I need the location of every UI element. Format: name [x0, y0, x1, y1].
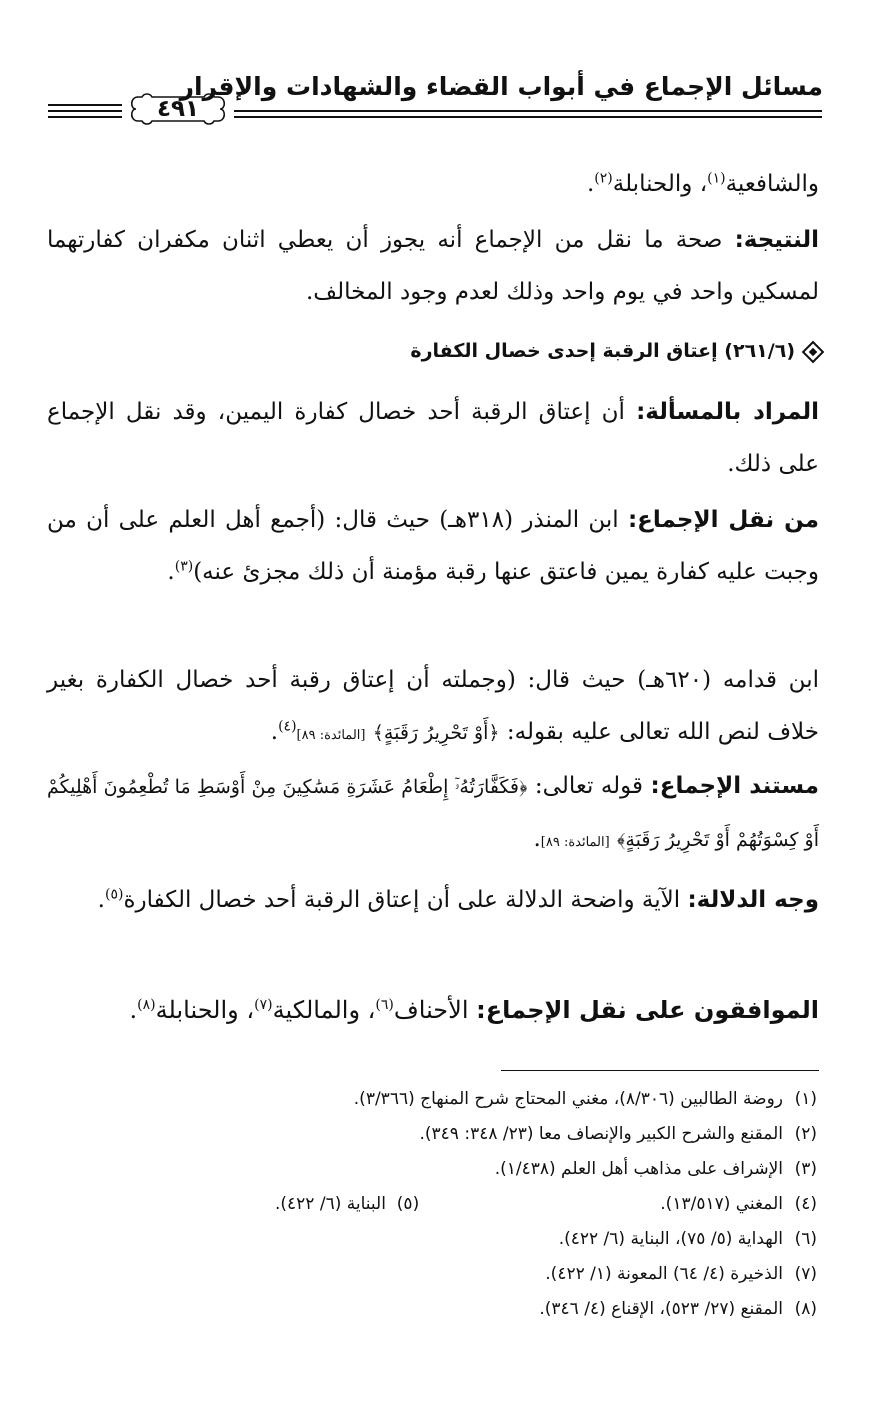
quran-verse: ﴿فَكَفَّارَتُهُۥٓ إِطْعَامُ عَشَرَةِ مَسَٰكِينَ مِنْ أَوْسَطِ مَا تُطْعِمُونَ أَهْلِيكُمْ أَوْ كِسْوَتُهُمْ أَوْ تَحْرِيرُ رَقَبَةٍ﴾ — [47, 776, 819, 851]
footnote-number: (٣) — [794, 1159, 817, 1179]
quran-verse: ﴿أَوْ تَحْرِيرُ رَقَبَةٍ﴾ — [372, 722, 500, 744]
diamond-bullet-icon — [802, 340, 825, 363]
paragraph-evidence — [47, 874, 819, 926]
paragraph-lead: النتيجة: — [734, 227, 819, 253]
period: . — [270, 719, 279, 745]
footnote-ref[interactable]: (٧) — [254, 997, 273, 1013]
paragraph-result — [47, 214, 819, 318]
paragraph-text: ابن قدامه (٦٢٠هـ) حيث قال: (وجملته أن إعتاق رقبة أحد خصال الكفارة بغير خلاف لنص الله تعالى عليه بقوله: — [47, 667, 819, 745]
paragraph-ibn-qudama — [47, 654, 819, 762]
footnote — [57, 1152, 817, 1187]
paragraph-text: الآية واضحة الدلالة على أن إعتاق الرقبة أحد خصال الكفارة — [123, 887, 681, 913]
paragraph-basis — [47, 760, 819, 869]
period: . — [129, 996, 138, 1024]
footnote-ref[interactable]: (٤) — [278, 718, 297, 735]
school-name: الأحناف — [393, 996, 469, 1024]
footnote — [57, 1292, 817, 1327]
footnote-separator — [501, 1070, 819, 1071]
verse-citation: [المائدة: ٨٩] — [540, 835, 610, 850]
paragraph-lead: المراد بالمسألة: — [636, 399, 820, 425]
footnote-text: الهداية (٥/ ٧٥)، البناية (٦/ ٤٢٢). — [558, 1229, 783, 1249]
period: . — [533, 826, 541, 852]
footnote-number: (٥) — [396, 1194, 420, 1214]
section-heading — [410, 340, 821, 362]
paragraph-text: ابن المنذر (٣١٨هـ) حيث قال: (أجمع أهل العلم على أن من وجبت عليه كفارة يمين فاعتق عنها رقبة مؤمنة أن ذلك مجزئ عنه) — [47, 507, 819, 585]
school-name: ، والمالكية — [272, 996, 376, 1024]
paragraph-lead: وجه الدلالة: — [687, 887, 819, 913]
paragraph-lead: مستند الإجماع: — [650, 773, 819, 799]
running-title: مسائل الإجماع في أبواب القضاء والشهادات والإقرار — [179, 72, 823, 101]
footnote-ref[interactable]: (٦) — [375, 997, 394, 1013]
paragraph-lead: من نقل الإجماع: — [627, 507, 820, 533]
page-number-frame — [128, 91, 228, 127]
school-name: ، والحنابلة — [155, 996, 255, 1024]
footnote — [57, 1257, 817, 1292]
footnote-ref[interactable]: (٨) — [137, 997, 156, 1013]
footnote-text: المقنع (٢٧/ ٥٢٣)، الإقناع (٤/ ٣٤٦). — [539, 1299, 783, 1319]
paragraph-lead: الموافقون على نقل الإجماع: — [476, 996, 819, 1024]
period: . — [97, 887, 105, 913]
footnote-number: (٢) — [794, 1124, 817, 1144]
footnote-number: (٧) — [794, 1264, 817, 1284]
footnote-number: (١) — [794, 1089, 817, 1109]
footnote-ref[interactable]: (٥) — [104, 886, 124, 903]
paragraph-meaning — [47, 386, 819, 490]
period: . — [586, 171, 595, 197]
footnote-text: المقنع والشرح الكبير والإنصاف معا (٢٣/ ٣٤٨: ٣٤٩). — [419, 1124, 783, 1144]
footnote-ref[interactable]: (١) — [707, 170, 726, 187]
footnote-inline — [275, 1187, 419, 1222]
period: . — [167, 559, 175, 585]
paragraph-1 — [47, 158, 819, 210]
footnote-number: (٦) — [794, 1229, 817, 1249]
paragraph-transmitter — [47, 494, 819, 598]
footnote — [57, 1222, 817, 1257]
footnote-number: (٨) — [794, 1299, 817, 1319]
footnote-text: الإشراف على مذاهب أهل العلم (١/٤٣٨). — [494, 1159, 783, 1179]
footnote-text: البناية (٦/ ٤٢٢). — [275, 1194, 386, 1214]
footnotes — [57, 1082, 817, 1327]
footnote-text: المغني (١٣/٥١٧). — [660, 1194, 783, 1214]
section-title: إعتاق الرقبة إحدى خصال الكفارة — [410, 340, 718, 362]
footnote — [57, 1187, 817, 1222]
footnote-text: الذخيرة (٤/ ٦٤) المعونة (١/ ٤٢٢). — [545, 1264, 783, 1284]
text: والشافعية — [725, 171, 819, 197]
paragraph-text: أن إعتاق الرقبة أحد خصال كفارة اليمين، وقد نقل الإجماع على ذلك. — [47, 399, 819, 477]
footnote-ref[interactable]: (٣) — [174, 558, 194, 575]
footnote-number: (٤) — [794, 1194, 817, 1214]
paragraph-agreeing — [47, 984, 819, 1036]
page-number: ٤٩١ — [156, 96, 200, 122]
text: ، والحنابلة — [612, 171, 708, 197]
header-rule — [42, 86, 822, 136]
footnote — [57, 1082, 817, 1117]
section-number: (٢٦١/٦) — [724, 340, 795, 362]
paragraph-text: صحة ما نقل من الإجماع أنه يجوز أن يعطي اثنان مكفران كفارتهما لمسكين واحد في يوم واحد وذلك لعدم وجود المخالف. — [47, 227, 819, 305]
footnote — [57, 1117, 817, 1152]
verse-citation: [المائدة: ٨٩] — [296, 728, 366, 743]
footnote-ref[interactable]: (٢) — [594, 170, 613, 187]
footnote-text: روضة الطالبين (٨/٣٠٦)، مغني المحتاج شرح المنهاج (٣/٣٦٦). — [353, 1089, 783, 1109]
paragraph-text: قوله تعالى: — [534, 773, 644, 799]
